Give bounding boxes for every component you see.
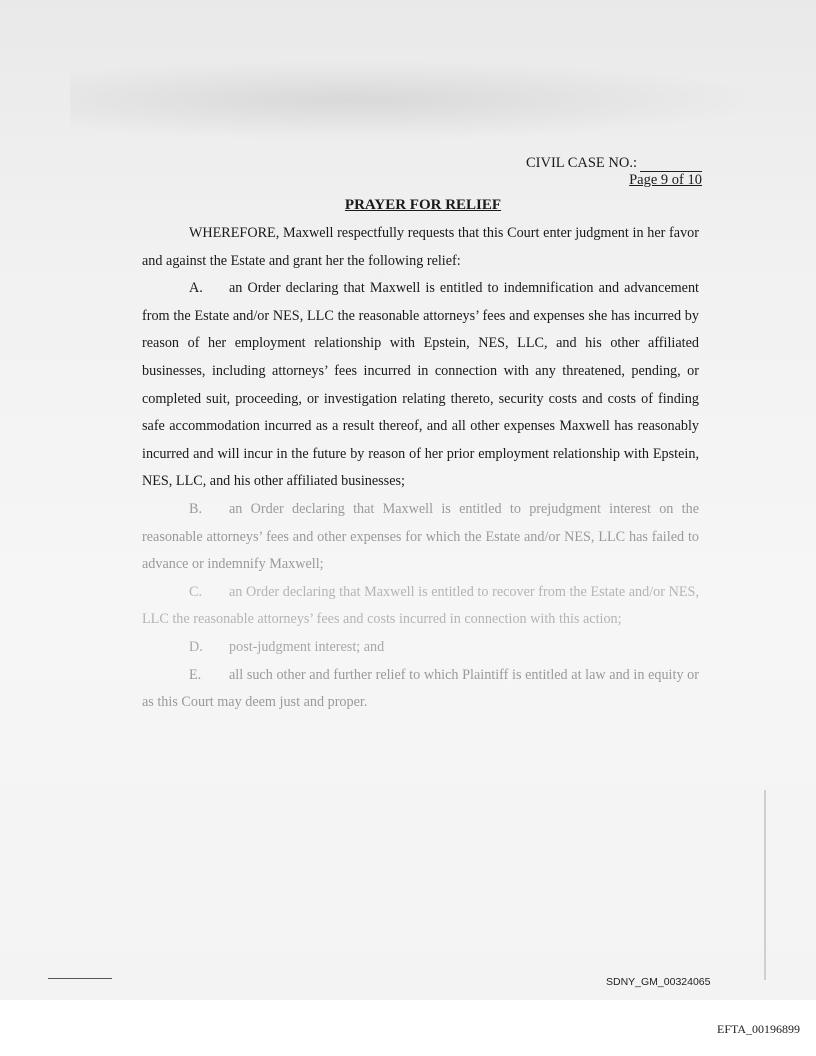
page-number-line [500,172,702,189]
case-header [500,155,702,189]
intro-paragraph: WHEREFORE, Maxwell respectfully requests that this Court enter judgment in her favor and against the Estate and grant her the following relief: [142,225,699,269]
item-text: an Order declaring that Maxwell is entitled to recover from the Estate and/or NES, LLC the reasonable attorneys’ fees and costs incurred in connection with this action; [142,583,699,628]
relief-item-b [142,496,699,579]
case-number-label: CIVIL CASE NO.: [525,155,637,171]
footer-rule [48,978,112,979]
item-label: C. [189,583,203,600]
case-number-line [500,155,702,172]
section-heading: PRAYER FOR RELIEF [344,197,502,213]
item-text: an Order declaring that Maxwell is entitled to indemnification and advancement from the Estate and/or NES, LLC the reasonable attorneys’ fees and expenses she has incurred by reason of her employment relationship with Epstein, NES, LLC, and his other affiliated businesses, including attorneys’ fees incurred in connection with any threatened, pending, or completed suit, proceeding, or investigation relating thereto, security costs and costs of finding safe accommodation incurred as a result thereof, and all other expenses Maxwell has reasonably incurred and will incur in the future by reason of her prior employment relationship with Epstein, NES, LLC, and his other affiliated businesses; [142,280,699,490]
bates-number: SDNY_GM_00324065 [606,976,711,988]
item-label: B. [189,500,203,517]
item-label: D. [189,638,203,655]
page-number: Page 9 of 10 [629,172,702,188]
relief-item-a [142,275,699,496]
item-text: all such other and further relief to which Plaintiff is entitled at law and in equity or as this Court may deem just and proper. [142,666,699,711]
case-number-blank [640,157,702,172]
relief-item-e [142,662,699,717]
scan-smudge [70,60,770,140]
item-label: E. [189,666,202,683]
document-body [142,220,699,717]
item-text: post-judgment interest; and [229,638,385,655]
item-text: an Order declaring that Maxwell is entitled to prejudgment interest on the reasonable attorneys’ fees and other expenses for which the Estate and/or NES, LLC has failed to advance or indemnify Maxwell; [142,500,699,573]
item-label: A. [189,280,203,297]
efta-number: EFTA_00196899 [717,1022,801,1036]
relief-item-c [142,579,699,634]
page-edge-shadow [764,790,766,980]
relief-item-d [142,634,699,662]
